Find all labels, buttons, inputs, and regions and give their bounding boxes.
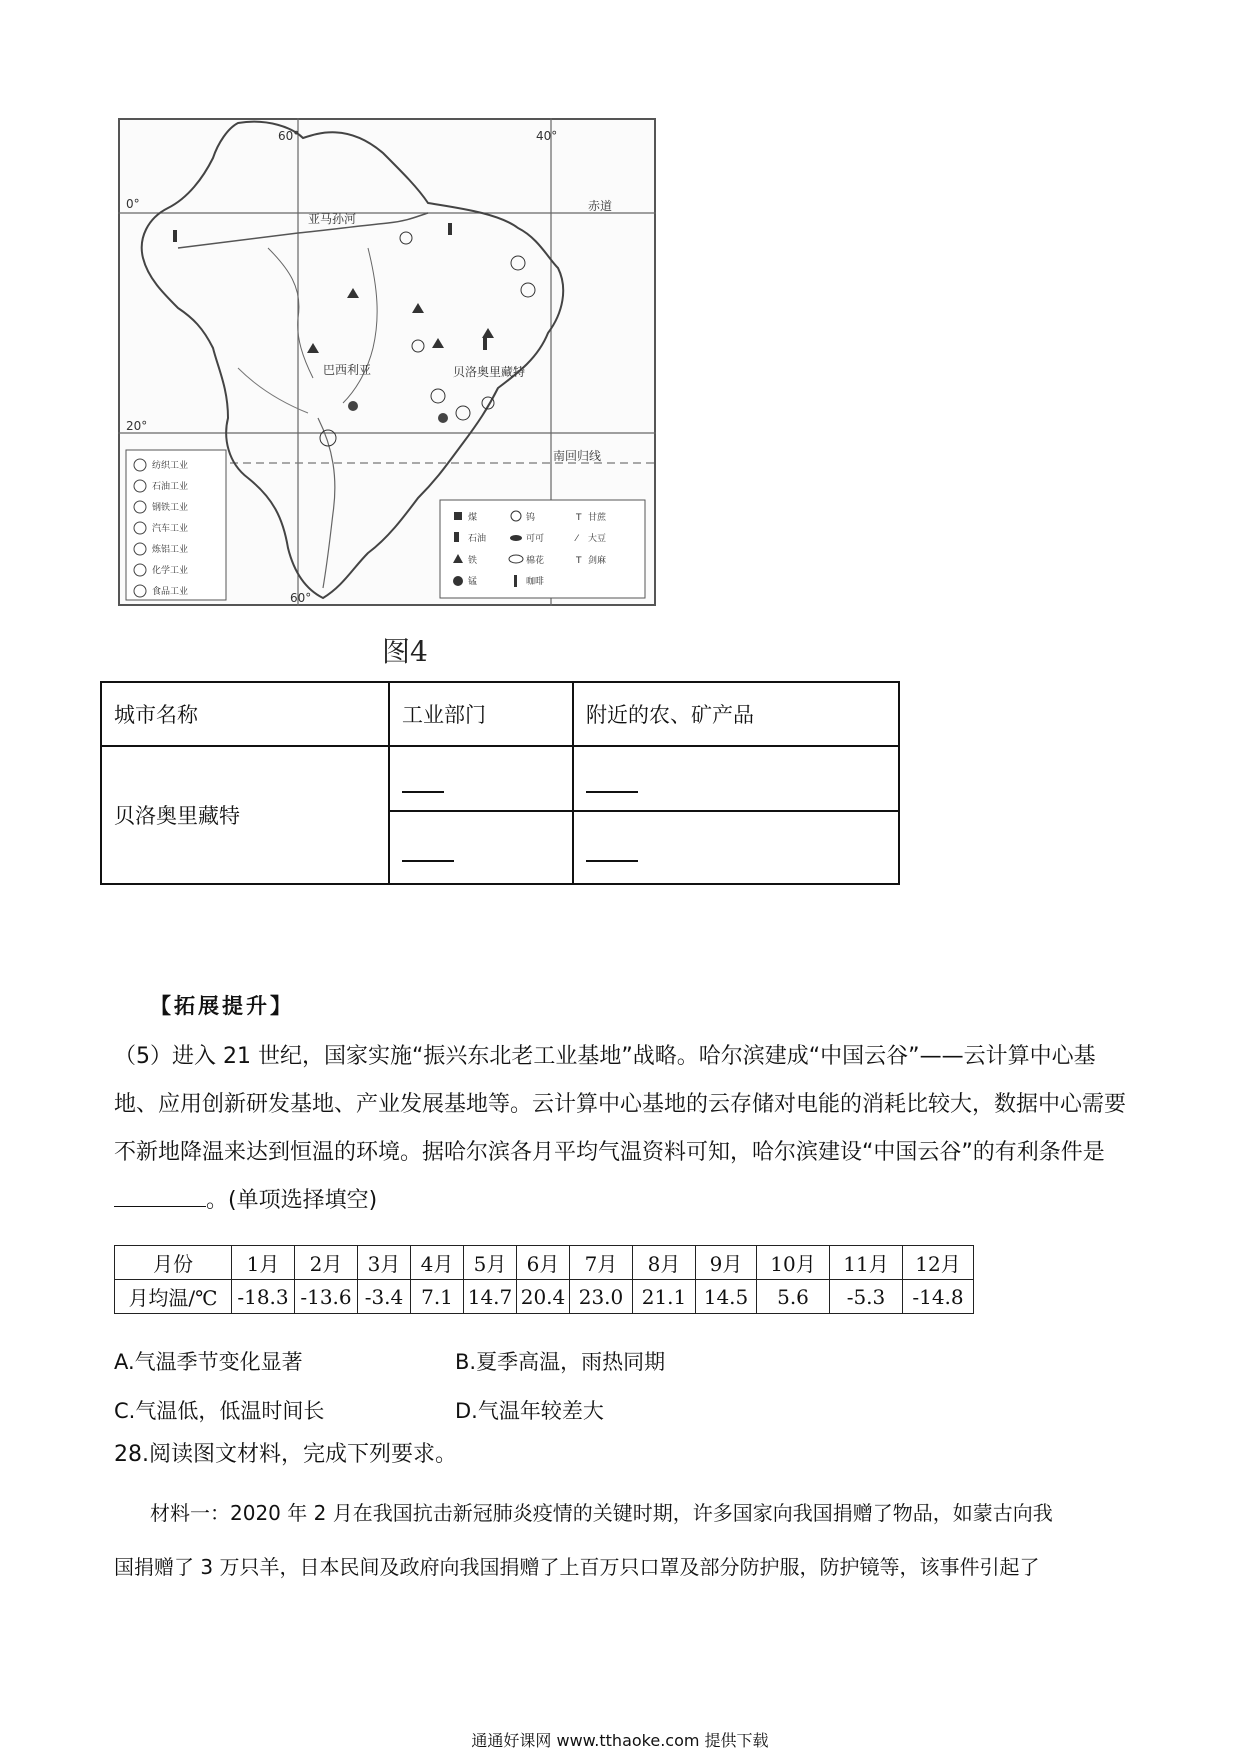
table-cell-city: 贝洛奥里藏特 bbox=[101, 746, 389, 884]
month-cell: 2月 bbox=[295, 1246, 358, 1280]
option-b[interactable]: B.夏季高温，雨热同期 bbox=[455, 1350, 666, 1374]
answer-blank-products-1[interactable] bbox=[573, 746, 899, 811]
map-legend-industries bbox=[126, 450, 226, 600]
table-header-industry: 工业部门 bbox=[389, 682, 573, 746]
svg-text:甘蔗: 甘蔗 bbox=[588, 513, 607, 523]
option-c[interactable]: C.气温低，低温时间长 bbox=[114, 1399, 325, 1423]
svg-text:可可: 可可 bbox=[526, 534, 545, 544]
svg-text:⁄: ⁄ bbox=[576, 534, 578, 544]
month-cell: 8月 bbox=[633, 1246, 696, 1280]
svg-text:铁: 铁 bbox=[468, 556, 478, 566]
answer-blank-industry-1[interactable] bbox=[389, 746, 573, 811]
temp-cell: -14.8 bbox=[903, 1280, 974, 1314]
map-label-brasilia: 巴西利亚 bbox=[323, 363, 372, 377]
month-cell: 3月 bbox=[358, 1246, 411, 1280]
map-label-amazon: 亚马孙河 bbox=[308, 212, 357, 226]
row-header-temp: 月均温/℃ bbox=[115, 1280, 232, 1314]
map-label-equator: 赤道 bbox=[588, 199, 613, 213]
map-label-lon60-bottom: 60° bbox=[290, 591, 312, 605]
temp-cell: 14.7 bbox=[464, 1280, 517, 1314]
question-5-line-2: 地、应用创新研发基地、产业发展基地等。云计算中心基地的云存储对电能的消耗比较大，数据中心需要 bbox=[114, 1092, 1127, 1117]
temp-cell: 5.6 bbox=[757, 1280, 830, 1314]
page-footer: 通通好课网 www.tthaoke.com 提供下载 bbox=[471, 1731, 769, 1750]
brazil-industry-map bbox=[118, 118, 656, 606]
month-cell: 10月 bbox=[757, 1246, 830, 1280]
month-cell: 9月 bbox=[696, 1246, 757, 1280]
blank-suffix: 。(单项选择填空) bbox=[206, 1188, 378, 1213]
month-cell: 6月 bbox=[517, 1246, 570, 1280]
svg-text:石油工业: 石油工业 bbox=[152, 482, 189, 492]
svg-text:棉花: 棉花 bbox=[526, 556, 545, 566]
answer-blank-products-2[interactable] bbox=[573, 811, 899, 884]
table-header-city: 城市名称 bbox=[101, 682, 389, 746]
material-1-line-2: 国捐赠了 3 万只羊，日本民间及政府向我国捐赠了上百万只口罩及部分防护服，防护镜等，该事件引起了 bbox=[114, 1555, 1040, 1579]
svg-text:汽车工业: 汽车工业 bbox=[152, 524, 189, 534]
month-cell: 12月 bbox=[903, 1246, 974, 1280]
temp-cell: 20.4 bbox=[517, 1280, 570, 1314]
answer-blank-industry-2[interactable] bbox=[389, 811, 573, 884]
svg-text:钨: 钨 bbox=[526, 513, 536, 523]
svg-text:纺织工业: 纺织工业 bbox=[152, 461, 189, 471]
map-label-lat20: 20° bbox=[126, 419, 148, 433]
section-tag: 【拓展提升】 bbox=[150, 994, 294, 1018]
map-label-tropic: 南回归线 bbox=[553, 449, 602, 463]
material-1-line-1: 材料一：2020 年 2 月在我国抗击新冠肺炎疫情的关键时期，许多国家向我国捐赠了物品，如蒙古向我 bbox=[150, 1501, 1053, 1525]
month-cell: 1月 bbox=[232, 1246, 295, 1280]
map-label-lat0: 0° bbox=[126, 197, 140, 211]
svg-text:石油: 石油 bbox=[468, 534, 487, 544]
svg-text:煤: 煤 bbox=[468, 513, 478, 523]
temp-cell: -3.4 bbox=[358, 1280, 411, 1314]
map-label-lon60: 60° bbox=[278, 129, 300, 143]
svg-text:食品工业: 食品工业 bbox=[152, 587, 189, 597]
answer-blank-q5[interactable] bbox=[114, 1180, 206, 1207]
temperature-table bbox=[114, 1245, 974, 1314]
svg-text:剑麻: 剑麻 bbox=[588, 556, 607, 566]
city-industry-table bbox=[100, 681, 900, 885]
svg-text:大豆: 大豆 bbox=[588, 534, 607, 544]
svg-text:化学工业: 化学工业 bbox=[152, 566, 189, 576]
month-cell: 4月 bbox=[411, 1246, 464, 1280]
option-a[interactable]: A.气温季节变化显著 bbox=[114, 1350, 303, 1374]
temp-cell: 7.1 bbox=[411, 1280, 464, 1314]
temp-cell: -5.3 bbox=[830, 1280, 903, 1314]
map-legend-resources bbox=[440, 500, 645, 598]
temp-cell: -13.6 bbox=[295, 1280, 358, 1314]
svg-text:咖啡: 咖啡 bbox=[526, 577, 545, 587]
svg-text:T: T bbox=[576, 513, 582, 523]
map-label-belo-horizonte: 贝洛奥里藏特 bbox=[453, 365, 526, 379]
temp-cell: 21.1 bbox=[633, 1280, 696, 1314]
option-d[interactable]: D.气温年较差大 bbox=[455, 1399, 604, 1423]
month-cell: 5月 bbox=[464, 1246, 517, 1280]
question-5-line-4 bbox=[114, 1177, 377, 1225]
temp-cell: 23.0 bbox=[570, 1280, 633, 1314]
svg-text:T: T bbox=[576, 556, 582, 566]
temp-cell: -18.3 bbox=[232, 1280, 295, 1314]
svg-text:钢铁工业: 钢铁工业 bbox=[152, 503, 189, 513]
table-header-products: 附近的农、矿产品 bbox=[573, 682, 899, 746]
temp-cell: 14.5 bbox=[696, 1280, 757, 1314]
row-header-month: 月份 bbox=[115, 1246, 232, 1280]
figure-caption: 图4 bbox=[382, 635, 428, 668]
month-cell: 11月 bbox=[830, 1246, 903, 1280]
svg-text:炼铝工业: 炼铝工业 bbox=[152, 545, 189, 555]
question-5-line-1: （5）进入 21 世纪，国家实施“振兴东北老工业基地”战略。哈尔滨建成“中国云谷”——云计算中心基 bbox=[114, 1044, 1096, 1069]
question-5-line-3: 不新地降温来达到恒温的环境。据哈尔滨各月平均气温资料可知，哈尔滨建设“中国云谷”的有利条件是 bbox=[114, 1140, 1105, 1165]
question-28-title: 28.阅读图文材料，完成下列要求。 bbox=[114, 1442, 457, 1467]
month-cell: 7月 bbox=[570, 1246, 633, 1280]
svg-text:锰: 锰 bbox=[468, 577, 478, 587]
map-label-lon40: 40° bbox=[536, 129, 558, 143]
